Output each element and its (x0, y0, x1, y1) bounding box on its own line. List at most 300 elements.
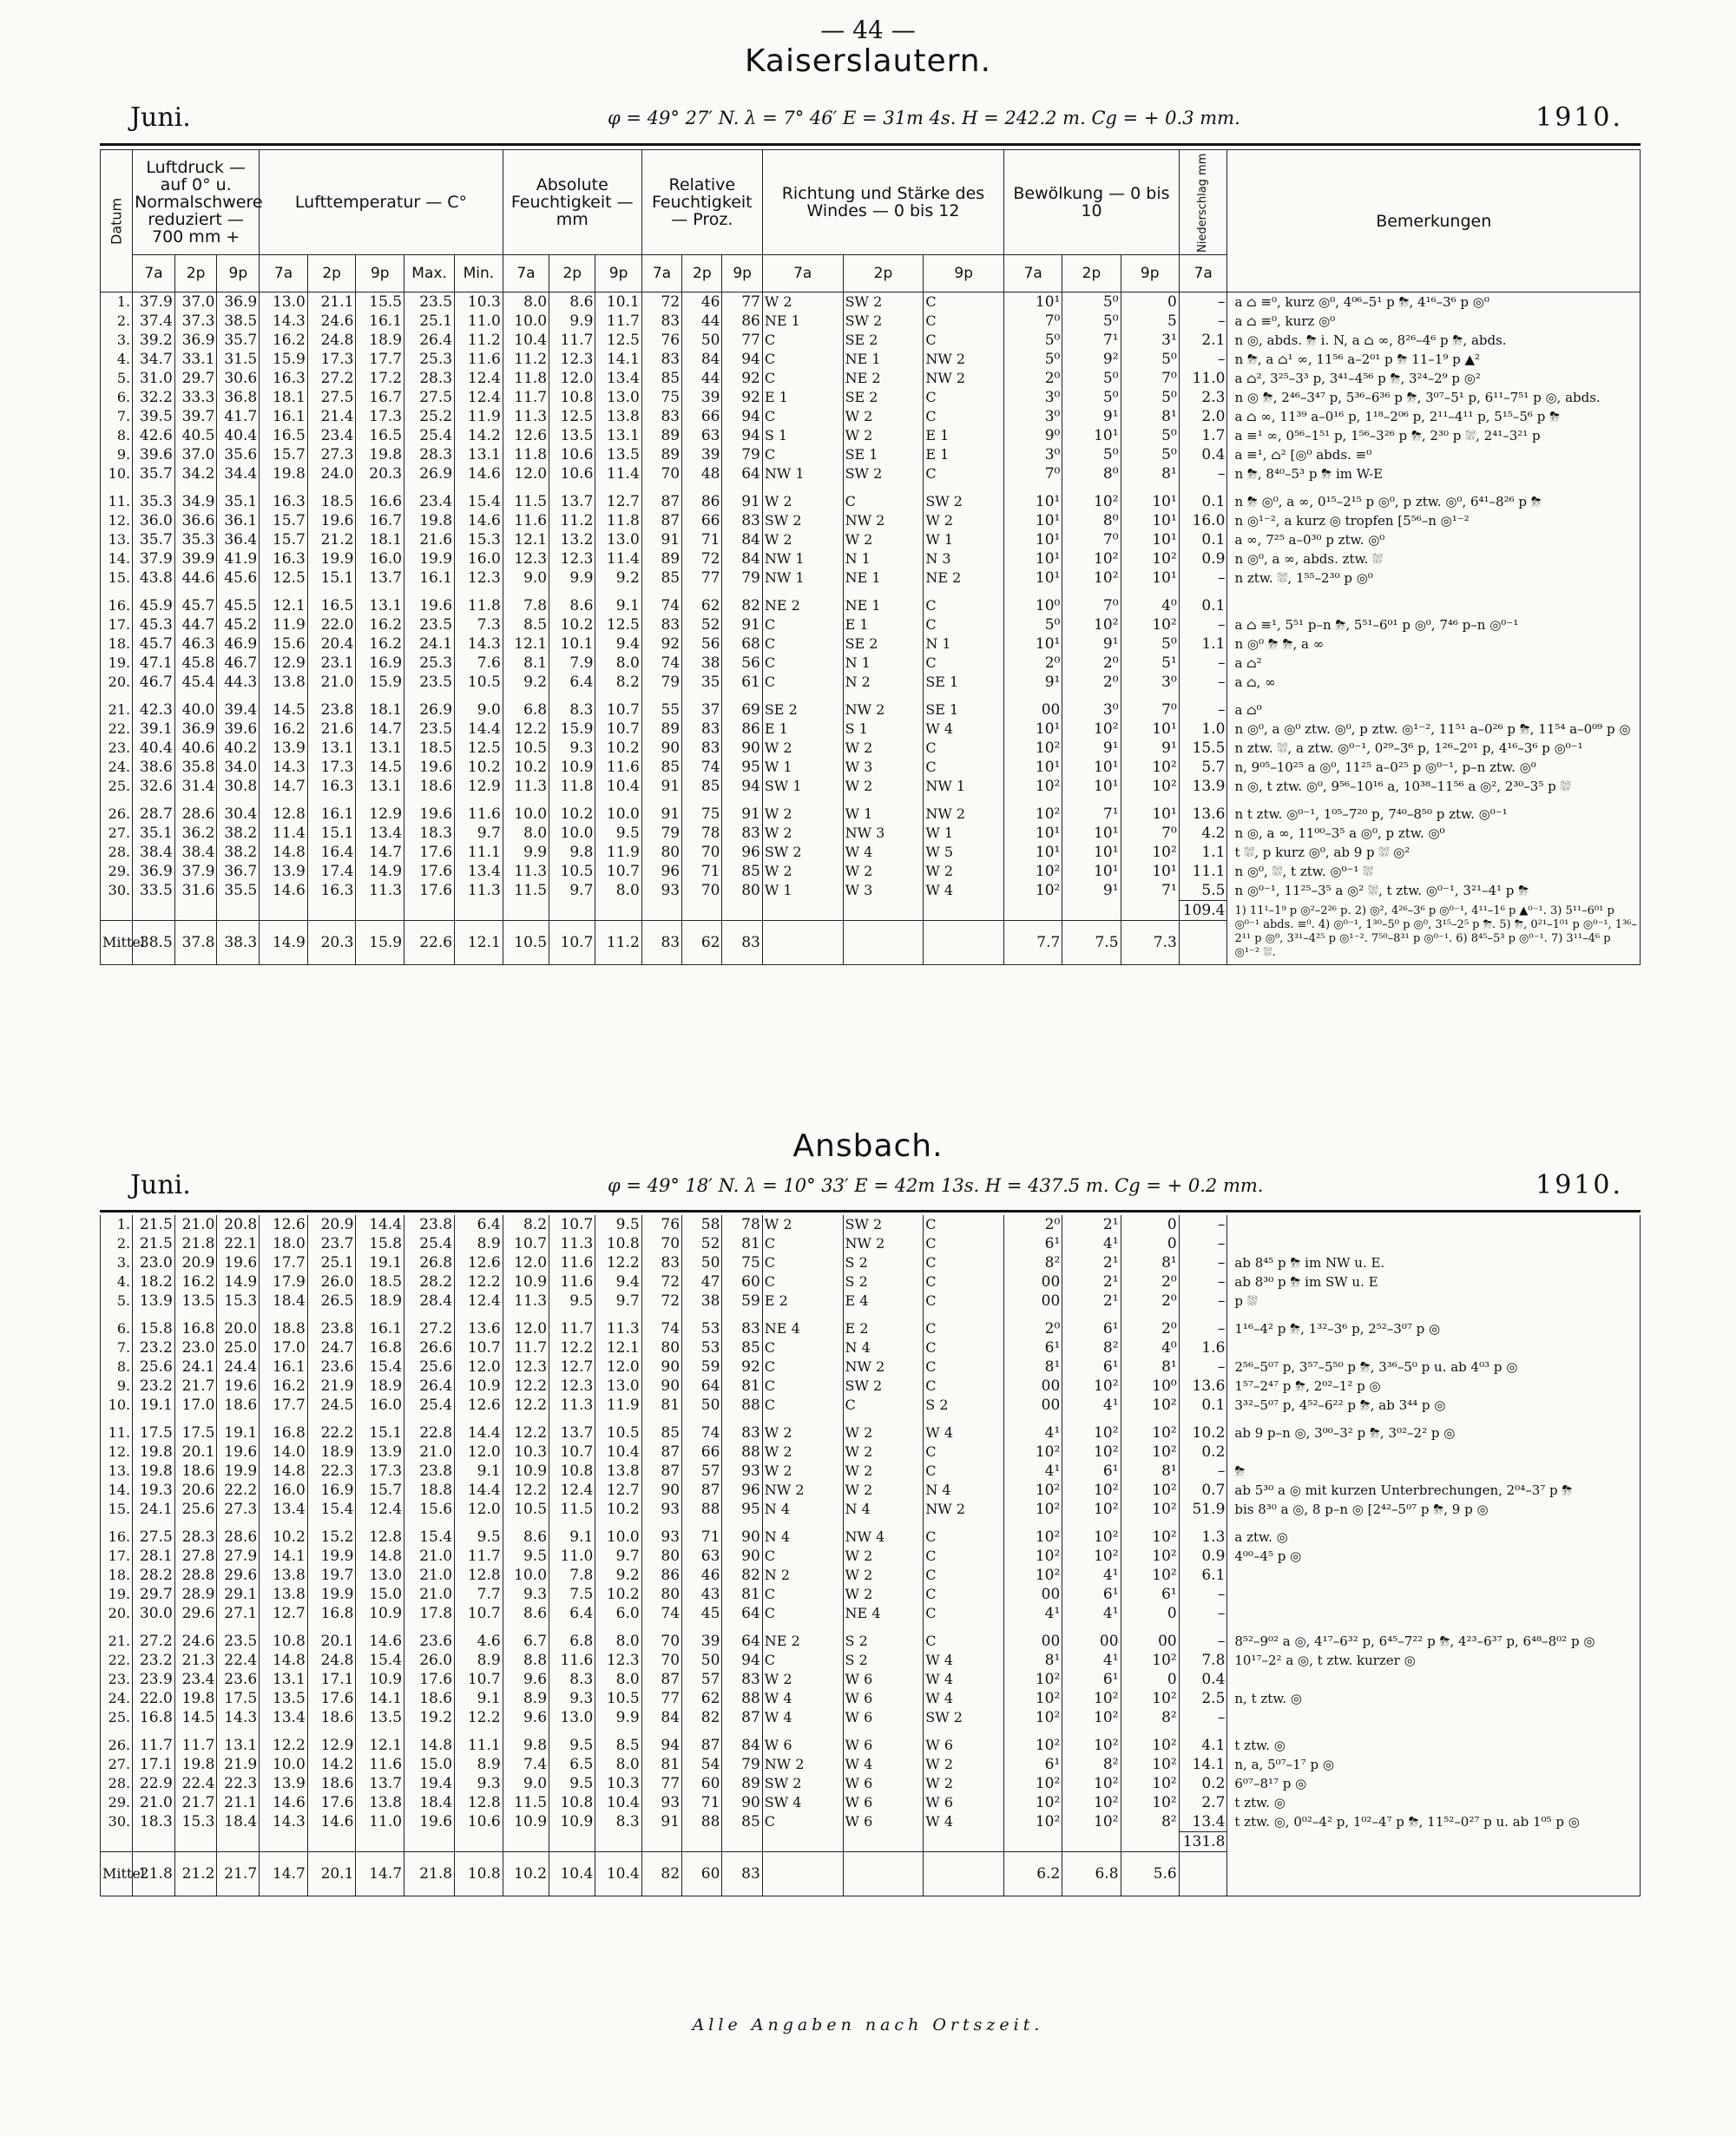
pressure-cell: 40.6 (174, 739, 217, 758)
rel-humidity-cell: 43 (682, 1585, 722, 1604)
subcol-15: 2p (843, 255, 924, 292)
remark-cell: n ◎¹⁻², a kurz ◎ tropfen [5⁵⁶–n ◎¹⁻² (1227, 511, 1641, 530)
pressure-cell: 19.8 (174, 1755, 217, 1774)
pressure-cell: 40.5 (174, 426, 217, 445)
wind-cell: W 2 (762, 824, 843, 843)
rel-humidity-cell: 83 (722, 824, 762, 843)
temperature-cell: 19.9 (404, 549, 455, 569)
temperature-cell: 17.8 (404, 1604, 455, 1623)
abs-humidity-cell: 10.0 (503, 312, 549, 331)
wind-cell: C (762, 1377, 843, 1396)
gap-cell (1004, 1311, 1062, 1319)
wind-cell: C (762, 1547, 843, 1566)
gap-cell (356, 692, 404, 700)
temperature-cell: 13.4 (260, 1708, 308, 1727)
blank-cell (843, 1832, 924, 1852)
precip-cell: 0.2 (1179, 1443, 1227, 1462)
temperature-cell: 20.4 (307, 634, 356, 654)
wind-cell: W 2 (924, 511, 1004, 530)
precip-cell: – (1179, 1585, 1227, 1604)
temperature-cell: 10.2 (260, 1528, 308, 1547)
temperature-cell: 11.0 (356, 1812, 404, 1832)
precip-cell: – (1179, 1604, 1227, 1623)
temperature-cell: 21.1 (307, 292, 356, 312)
temperature-cell: 18.5 (356, 1272, 404, 1291)
temperature-cell: 15.4 (455, 492, 503, 511)
precip-total: 131.8 (1179, 1832, 1227, 1852)
temperature-cell: 14.4 (356, 1215, 404, 1234)
remark-cell: n ⛈ ◎⁰, a ∞, 0¹⁵–2¹⁵ p ◎⁰, p ztw. ◎⁰, 6⁴¹–8²⁶ p ⛈ (1227, 492, 1641, 511)
gap-cell (1227, 1311, 1641, 1319)
abs-humidity-cell: 11.6 (549, 1253, 595, 1272)
pressure-cell: 22.9 (133, 1774, 175, 1793)
remark-cell: n ◎ ⛈, 2⁴⁶–3⁴⁷ p, 5³⁶–6³⁶ p ⛈, 3⁰⁷–5¹ p, 6¹¹–7⁵¹ p ◎, abds. (1227, 388, 1641, 407)
rel-humidity-cell: 77 (641, 1689, 681, 1708)
rel-humidity-cell: 64 (722, 1604, 762, 1623)
rel-humidity-cell: 38 (682, 654, 722, 673)
temperature-cell: 17.6 (404, 881, 455, 901)
day-cell: 25. (101, 777, 133, 796)
wind-cell: C (924, 1632, 1004, 1651)
day-cell: 14. (101, 1481, 133, 1500)
precip-cell: 5.5 (1179, 881, 1227, 901)
cloud-cell: 5⁰ (1121, 445, 1179, 464)
cloud-cell: 2⁰ (1004, 654, 1062, 673)
pressure-cell: 23.4 (174, 1670, 217, 1689)
temperature-cell: 12.9 (356, 805, 404, 824)
cloud-cell: 7⁰ (1062, 530, 1121, 549)
subcol-14: 7a (762, 255, 843, 292)
rel-humidity-cell: 70 (682, 881, 722, 901)
pressure-cell: 21.5 (133, 1234, 175, 1253)
pressure-cell: 40.4 (133, 739, 175, 758)
wind-cell: W 2 (762, 530, 843, 549)
temperature-cell: 14.8 (404, 1736, 455, 1755)
abs-humidity-cell: 9.9 (549, 569, 595, 588)
station-coords: φ = 49° 18′ N. λ = 10° 33′ E = 42m 13s. H = 437.5 m. Cg = + 0.2 mm. (608, 1175, 1264, 1196)
rel-humidity-cell: 75 (641, 388, 681, 407)
temperature-cell: 15.4 (356, 1651, 404, 1670)
cloud-cell: 10² (1062, 1736, 1121, 1755)
cloud-cell: 9¹ (1121, 739, 1179, 758)
pressure-cell: 35.7 (217, 331, 260, 350)
precip-cell: – (1179, 1253, 1227, 1272)
pressure-cell: 21.8 (174, 1234, 217, 1253)
gap-cell (924, 1311, 1004, 1319)
pressure-cell: 36.8 (217, 388, 260, 407)
day-cell: 13. (101, 1462, 133, 1481)
temperature-cell: 17.6 (404, 843, 455, 862)
mean-temperature: 14.7 (260, 1852, 308, 1896)
table-row (101, 596, 1641, 615)
wind-cell: C (924, 596, 1004, 615)
rel-humidity-cell: 90 (722, 1793, 762, 1812)
temperature-cell: 13.7 (356, 1774, 404, 1793)
mean-temperature: 20.3 (307, 921, 356, 965)
abs-humidity-cell: 12.5 (549, 407, 595, 426)
mean-cloud: 5.6 (1121, 1852, 1179, 1896)
wind-cell: N 4 (924, 1481, 1004, 1500)
abs-humidity-cell: 10.4 (595, 1793, 641, 1812)
cloud-cell: 10¹ (1004, 843, 1062, 862)
abs-humidity-cell: 10.3 (503, 1443, 549, 1462)
table-row (101, 369, 1641, 388)
abs-humidity-cell: 11.4 (595, 464, 641, 483)
mean-rel-humidity: 83 (722, 921, 762, 965)
temperature-cell: 24.8 (307, 1651, 356, 1670)
temperature-cell: 13.1 (356, 739, 404, 758)
wind-cell: N 1 (843, 549, 924, 569)
rel-humidity-cell: 71 (682, 1793, 722, 1812)
remark-cell: 1⁵⁷–2⁴⁷ p ⛈, 2⁰²–1² p ◎ (1227, 1377, 1641, 1396)
temperature-cell: 16.7 (356, 511, 404, 530)
cloud-cell: 5⁰ (1004, 615, 1062, 634)
abs-humidity-cell: 8.3 (549, 1670, 595, 1689)
temperature-cell: 18.4 (260, 1291, 308, 1311)
pressure-cell: 19.6 (217, 1443, 260, 1462)
gap-cell (455, 1311, 503, 1319)
wind-cell: E 1 (924, 426, 1004, 445)
temperature-cell: 12.4 (356, 1500, 404, 1519)
gap-cell (595, 483, 641, 492)
day-cell: 10. (101, 1396, 133, 1415)
gap-cell (1062, 1415, 1121, 1423)
rel-humidity-cell: 83 (641, 350, 681, 369)
temperature-cell: 15.8 (356, 1234, 404, 1253)
temperature-cell: 22.8 (404, 1423, 455, 1443)
gap-cell (1121, 1623, 1179, 1632)
temperature-cell: 11.6 (455, 350, 503, 369)
table-row (101, 1670, 1641, 1689)
rel-humidity-cell: 75 (722, 1253, 762, 1272)
gap-cell (1227, 1519, 1641, 1528)
wind-cell: N 1 (924, 634, 1004, 654)
mean-cloud: 7.5 (1062, 921, 1121, 965)
abs-humidity-cell: 10.7 (549, 1443, 595, 1462)
pressure-cell: 35.7 (133, 464, 175, 483)
blank-cell (503, 901, 549, 921)
temperature-cell: 18.5 (404, 739, 455, 758)
wind-cell: C (924, 1585, 1004, 1604)
temperature-cell: 17.7 (356, 350, 404, 369)
wind-cell: W 2 (843, 1547, 924, 1566)
rel-humidity-cell: 86 (722, 720, 762, 739)
cloud-cell: 0 (1121, 1234, 1179, 1253)
gap-cell (260, 1311, 308, 1319)
abs-humidity-cell: 8.0 (595, 881, 641, 901)
gap-cell (1004, 1415, 1062, 1423)
total-row (101, 901, 1641, 921)
cloud-cell: 10⁰ (1121, 1377, 1179, 1396)
rel-humidity-cell: 79 (722, 1755, 762, 1774)
wind-cell: NW 2 (762, 1481, 843, 1500)
temperature-cell: 19.9 (307, 1547, 356, 1566)
remark-cell: n, a, 5⁰⁷–1⁷ p ◎ (1227, 1755, 1641, 1774)
gap-cell (133, 588, 175, 596)
temperature-cell: 18.8 (260, 1319, 308, 1338)
gap-cell (260, 1727, 308, 1736)
abs-humidity-cell: 10.5 (595, 1423, 641, 1443)
spacer-row (101, 1415, 1641, 1423)
rel-humidity-cell: 87 (641, 492, 681, 511)
rel-humidity-cell: 88 (682, 1500, 722, 1519)
day-cell: 28. (101, 1774, 133, 1793)
temperature-cell: 14.8 (260, 1651, 308, 1670)
wind-cell: W 4 (924, 1689, 1004, 1708)
rel-humidity-cell: 83 (722, 1319, 762, 1338)
cloud-cell: 5⁰ (1062, 388, 1121, 407)
spacer-row (101, 1727, 1641, 1736)
wind-cell: SW 4 (762, 1793, 843, 1812)
table-row (101, 1462, 1641, 1481)
wind-cell: C (924, 739, 1004, 758)
blank-cell (762, 901, 843, 921)
remark-cell: n ◎⁰, a ∞, abds. ztw. ⛆ (1227, 549, 1641, 569)
temperature-cell: 12.9 (307, 1736, 356, 1755)
abs-humidity-cell: 12.0 (503, 1253, 549, 1272)
cloud-cell: 10² (1062, 1689, 1121, 1708)
table-row (101, 805, 1641, 824)
rel-humidity-cell: 85 (722, 862, 762, 881)
cloud-cell: 10² (1121, 1423, 1179, 1443)
wind-cell: W 2 (843, 1462, 924, 1481)
gap-cell (503, 483, 549, 492)
gap-cell (549, 796, 595, 805)
cloud-cell: 5⁰ (1121, 388, 1179, 407)
abs-humidity-cell: 13.5 (549, 426, 595, 445)
temperature-cell: 15.9 (260, 350, 308, 369)
gap-cell (1004, 588, 1062, 596)
temperature-cell: 14.7 (260, 777, 308, 796)
pressure-cell: 31.6 (174, 881, 217, 901)
pressure-cell: 14.9 (217, 1272, 260, 1291)
temperature-cell: 16.8 (356, 1338, 404, 1357)
temperature-cell: 16.1 (260, 407, 308, 426)
pressure-cell: 38.6 (133, 758, 175, 777)
abs-humidity-cell: 9.0 (503, 1774, 549, 1793)
pressure-cell: 30.0 (133, 1604, 175, 1623)
temperature-cell: 18.3 (404, 824, 455, 843)
temperature-cell: 15.7 (260, 530, 308, 549)
wind-cell: W 2 (843, 1443, 924, 1462)
precip-cell: – (1179, 1357, 1227, 1377)
wind-cell: W 1 (843, 805, 924, 824)
wind-cell: W 4 (762, 1689, 843, 1708)
temperature-cell: 26.8 (404, 1253, 455, 1272)
wind-cell: NW 2 (843, 1357, 924, 1377)
cloud-cell: 6¹ (1062, 1670, 1121, 1689)
abs-humidity-cell: 12.3 (503, 1357, 549, 1377)
temperature-cell: 14.3 (455, 634, 503, 654)
cloud-cell: 6¹ (1062, 1585, 1121, 1604)
wind-cell: S 2 (843, 1651, 924, 1670)
month-label: Juni. (130, 1170, 191, 1200)
temperature-cell: 24.8 (307, 331, 356, 350)
wind-cell: C (924, 388, 1004, 407)
gap-cell (307, 796, 356, 805)
cloud-cell: 10¹ (1121, 720, 1179, 739)
cloud-cell: 10² (1062, 1423, 1121, 1443)
abs-humidity-cell: 11.7 (595, 312, 641, 331)
subcol-11: 7a (641, 255, 681, 292)
remark-cell: a ⌂ ∞, 11³⁹ a–0¹⁶ p, 1¹⁸–2⁰⁶ p, 2¹¹–4¹¹ p, 5¹⁵–5⁶ p ⛈ (1227, 407, 1641, 426)
abs-humidity-cell: 10.3 (595, 1774, 641, 1793)
pressure-cell: 24.4 (217, 1357, 260, 1377)
abs-humidity-cell: 9.2 (595, 1566, 641, 1585)
abs-humidity-cell: 8.2 (595, 673, 641, 692)
rel-humidity-cell: 78 (722, 1215, 762, 1234)
gap-cell (682, 483, 722, 492)
temperature-cell: 13.9 (260, 1774, 308, 1793)
temperature-cell: 14.4 (455, 720, 503, 739)
remark-cell: n ◎⁰⁻¹, 11²⁵–3⁵ a ◎² ⛆, t ztw. ◎⁰⁻¹, 3²¹–4¹ p ⛈ (1227, 881, 1641, 901)
wind-cell: C (762, 1234, 843, 1253)
table-row (101, 1319, 1641, 1338)
blank-cell (843, 921, 924, 965)
temperature-cell: 16.2 (260, 1377, 308, 1396)
abs-humidity-cell: 8.0 (595, 1670, 641, 1689)
temperature-cell: 25.6 (404, 1357, 455, 1377)
abs-humidity-cell: 12.5 (595, 331, 641, 350)
blank-cell (133, 1832, 175, 1852)
table-row (101, 824, 1641, 843)
pressure-cell: 13.9 (133, 1291, 175, 1311)
gap-cell (455, 1415, 503, 1423)
rel-humidity-cell: 96 (722, 843, 762, 862)
abs-humidity-cell: 12.1 (595, 1338, 641, 1357)
abs-humidity-cell: 10.8 (549, 388, 595, 407)
pressure-cell: 38.4 (174, 843, 217, 862)
rel-humidity-cell: 90 (641, 1377, 681, 1396)
wind-cell: NE 1 (843, 569, 924, 588)
temperature-cell: 10.9 (455, 1377, 503, 1396)
wind-cell: NE 1 (843, 350, 924, 369)
pressure-cell: 11.7 (174, 1736, 217, 1755)
wind-cell: W 2 (924, 1774, 1004, 1793)
rel-humidity-cell: 92 (641, 634, 681, 654)
gap-cell (217, 692, 260, 700)
precip-cell: 1.1 (1179, 634, 1227, 654)
mean-temperature: 10.8 (455, 1852, 503, 1896)
rel-humidity-cell: 50 (682, 1396, 722, 1415)
temperature-cell: 13.1 (307, 739, 356, 758)
temperature-cell: 14.4 (455, 1481, 503, 1500)
wind-cell: C (924, 1357, 1004, 1377)
wind-cell: C (762, 369, 843, 388)
cloud-cell: 10² (1004, 1774, 1062, 1793)
pressure-cell: 21.5 (133, 1215, 175, 1234)
temperature-cell: 24.5 (307, 1396, 356, 1415)
gap-cell (1179, 1311, 1227, 1319)
temperature-cell: 12.6 (455, 1253, 503, 1272)
abs-humidity-cell: 10.0 (503, 1566, 549, 1585)
pressure-cell: 20.1 (174, 1443, 217, 1462)
gap-cell (133, 796, 175, 805)
abs-humidity-cell: 12.0 (595, 1357, 641, 1377)
col-wind: Richtung und Stärke des Windes — 0 bis 12 (762, 150, 1003, 255)
wind-cell: C (924, 654, 1004, 673)
gap-cell (762, 692, 843, 700)
gap-cell (722, 483, 762, 492)
temperature-cell: 11.4 (260, 824, 308, 843)
temperature-cell: 16.1 (404, 569, 455, 588)
pressure-cell: 21.1 (217, 1793, 260, 1812)
abs-humidity-cell: 11.3 (549, 1396, 595, 1415)
gap-cell (1121, 588, 1179, 596)
cloud-cell: 9¹ (1062, 739, 1121, 758)
wind-cell: W 6 (924, 1736, 1004, 1755)
temperature-cell: 9.3 (455, 1774, 503, 1793)
day-cell: 20. (101, 1604, 133, 1623)
abs-humidity-cell: 13.0 (549, 1708, 595, 1727)
rel-humidity-cell: 96 (722, 1481, 762, 1500)
gap-cell (307, 1623, 356, 1632)
cloud-cell: 10² (1121, 1793, 1179, 1812)
wind-cell: S 1 (843, 720, 924, 739)
cloud-cell: 10² (1062, 569, 1121, 588)
pressure-cell: 35.1 (217, 492, 260, 511)
rel-humidity-cell: 56 (722, 654, 762, 673)
cloud-cell: 10² (1062, 1774, 1121, 1793)
day-cell: 28. (101, 843, 133, 862)
wind-cell: W 6 (843, 1793, 924, 1812)
temperature-cell: 14.7 (356, 843, 404, 862)
temperature-cell: 12.2 (455, 1272, 503, 1291)
mean-rel-humidity: 83 (722, 1852, 762, 1896)
pressure-cell: 45.7 (174, 596, 217, 615)
precip-cell: 1.1 (1179, 843, 1227, 862)
abs-humidity-cell: 10.5 (595, 1689, 641, 1708)
pressure-cell: 45.8 (174, 654, 217, 673)
wind-cell: W 2 (843, 1566, 924, 1585)
temperature-cell: 10.7 (455, 1338, 503, 1357)
cloud-cell: 10¹ (1062, 824, 1121, 843)
temperature-cell: 10.7 (455, 1670, 503, 1689)
rel-humidity-cell: 91 (722, 615, 762, 634)
mean-cloud: 6.8 (1062, 1852, 1121, 1896)
blank-cell (356, 901, 404, 921)
spacer-row (101, 1311, 1641, 1319)
blank-cell (595, 1832, 641, 1852)
abs-humidity-cell: 13.0 (595, 388, 641, 407)
temperature-cell: 12.8 (260, 805, 308, 824)
cloud-cell: 8¹ (1121, 1462, 1179, 1481)
day-cell: 1. (101, 1215, 133, 1234)
pressure-cell: 39.9 (174, 549, 217, 569)
wind-cell: W 4 (924, 1670, 1004, 1689)
gap-cell (924, 692, 1004, 700)
abs-humidity-cell: 13.2 (549, 530, 595, 549)
temperature-cell: 15.1 (307, 569, 356, 588)
pressure-cell: 22.1 (217, 1234, 260, 1253)
abs-humidity-cell: 10.5 (503, 1500, 549, 1519)
precip-cell: 0.4 (1179, 1670, 1227, 1689)
gap-cell (133, 1519, 175, 1528)
temperature-cell: 15.4 (404, 1528, 455, 1547)
temperature-cell: 13.9 (260, 739, 308, 758)
cloud-cell: 00 (1004, 1272, 1062, 1291)
wind-cell: W 2 (762, 1443, 843, 1462)
table-row (101, 1377, 1641, 1396)
rel-humidity-cell: 76 (641, 1215, 681, 1234)
precip-cell: – (1179, 1708, 1227, 1727)
gap-cell (843, 1415, 924, 1423)
rel-humidity-cell: 45 (682, 1604, 722, 1623)
rel-humidity-cell: 71 (682, 1528, 722, 1547)
gap-cell (217, 796, 260, 805)
abs-humidity-cell: 10.8 (595, 1234, 641, 1253)
temperature-cell: 16.7 (356, 388, 404, 407)
